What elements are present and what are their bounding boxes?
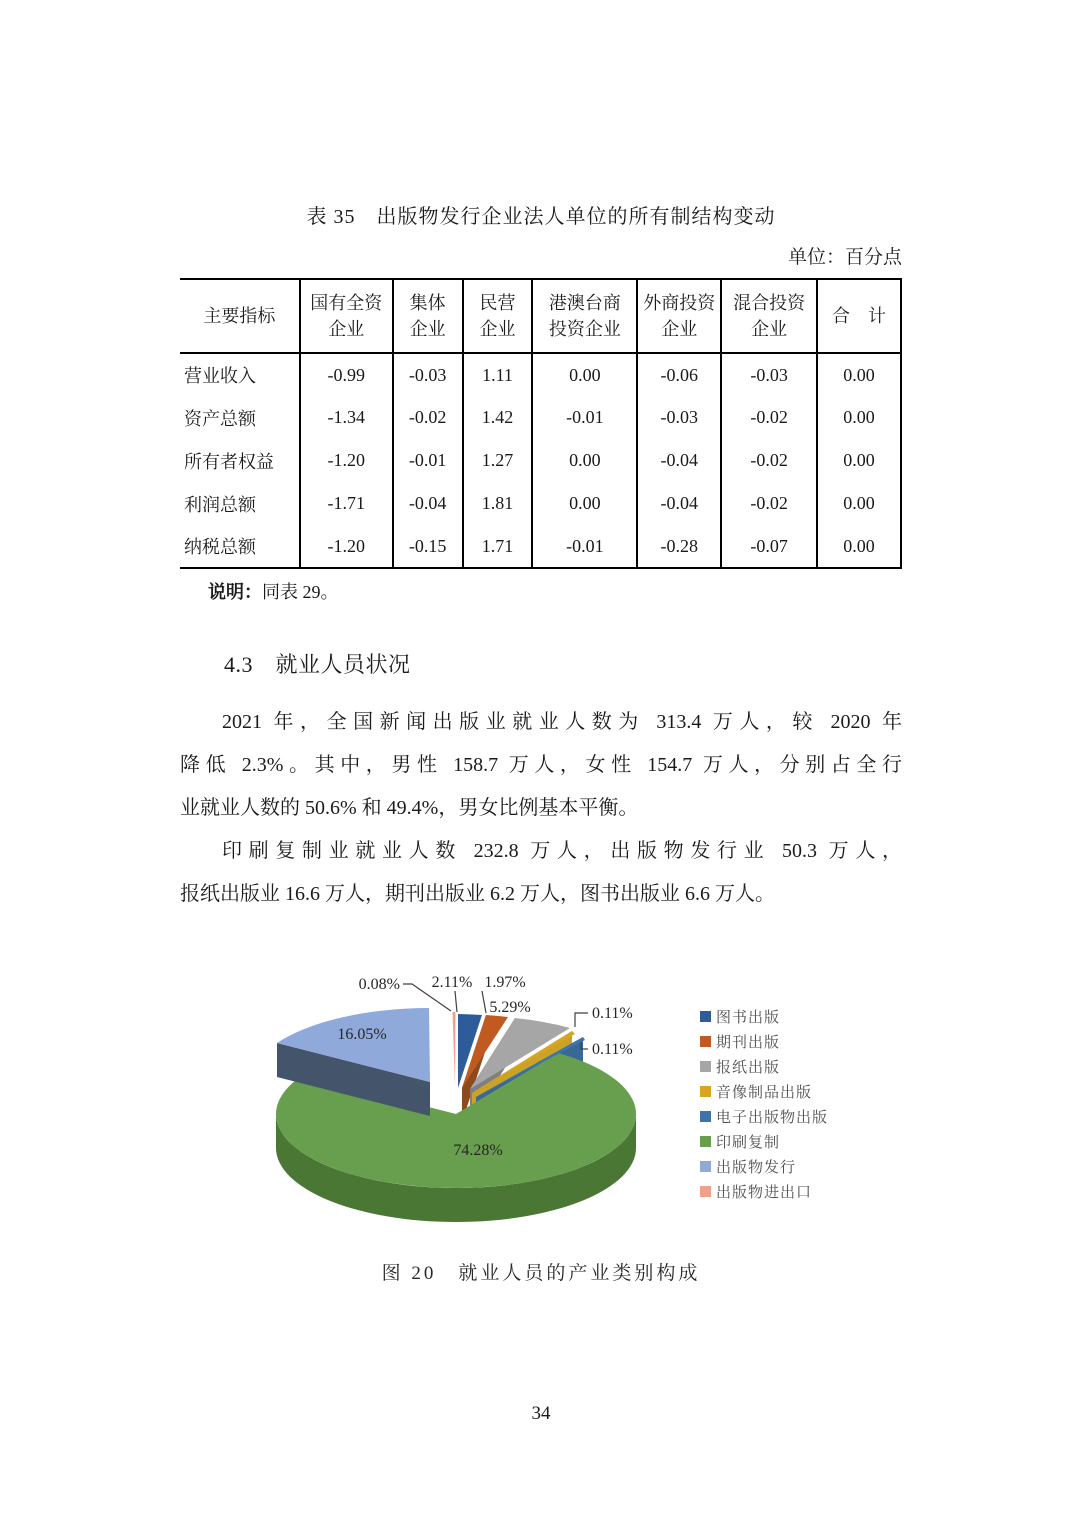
slice-label-book: 2.11% [431,974,473,991]
cell: 0.00 [532,353,637,396]
table-title: 表 35 出版物发行企业法人单位的所有制结构变动 [306,206,776,228]
table-row [180,353,901,396]
cell: 0.00 [532,439,637,482]
cell: -1.34 [300,396,393,439]
legend-swatch-icon [700,1036,711,1047]
col-header: 港澳台商 投资企业 [532,279,637,353]
cell: 1.27 [463,439,533,482]
slice-label-newspaper: 5.29% [489,999,531,1016]
col-header: 集体 企业 [393,279,463,353]
legend-item [700,1154,828,1179]
slice-label-printing: 74.28% [453,1142,503,1159]
paragraph-line: 业就业人数的 50.6% 和 49.4%，男女比例基本平衡。 [180,797,639,819]
cell: -0.03 [637,396,721,439]
cell: 0.00 [817,482,901,525]
page-number: 34 [531,1403,551,1424]
row-label: 所有者权益 [184,451,274,472]
slice-label-epub: 0.11% [592,1041,633,1058]
legend-swatch-icon [700,1186,711,1197]
legend-swatch-icon [700,1011,711,1022]
legend-label: 图书出版 [716,1010,781,1026]
paragraph-2 [180,830,902,916]
col-header: 国有全资 企业 [300,279,393,353]
cell: -0.03 [393,353,463,396]
cell: 0.00 [817,396,901,439]
unit-label: 单位：百分点 [787,247,902,268]
row-label: 资产总额 [184,408,256,429]
employment-pie-figure [260,958,950,1250]
cell: -1.20 [300,439,393,482]
leader-line-book [455,991,457,1012]
table-header-row [180,279,901,353]
cell: -0.01 [393,439,463,482]
table-row [180,525,901,568]
legend-swatch-icon [700,1061,711,1072]
cell: 0.00 [817,525,901,568]
legend-swatch-icon [700,1136,711,1147]
paragraph-line: 降低 2.3%。其中，男性 158.7 万人，女性 154.7 万人，分别占全行 [180,754,902,776]
legend-label: 出版物发行 [716,1160,797,1176]
legend-label: 音像制品出版 [716,1085,813,1101]
table-row [180,396,901,439]
slice-label-import-export: 0.08% [358,976,400,993]
cell: -0.03 [721,353,817,396]
col-header-indicator: 主要指标 [180,279,300,353]
cell: -0.02 [721,439,817,482]
cell: -0.02 [721,482,817,525]
table-row [180,482,901,525]
cell: -0.01 [532,396,637,439]
leader-line-audiovisual [575,1013,588,1027]
legend-swatch-icon [700,1161,711,1172]
cell: 1.11 [463,353,533,396]
slice-label-journal: 1.97% [484,974,526,991]
legend-swatch-icon [700,1086,711,1097]
cell: -0.06 [637,353,721,396]
row-label: 纳税总额 [184,537,256,557]
cell: 0.00 [817,439,901,482]
cell: -0.02 [393,396,463,439]
note-text: 同表 29。 [262,582,339,602]
legend-item [700,1079,828,1104]
cell: 1.81 [463,482,533,525]
cell: -0.99 [300,353,393,396]
col-header: 合 计 [817,279,901,353]
table-row [180,439,901,482]
legend-label: 电子出版物出版 [716,1110,829,1126]
legend-label: 印刷复制 [716,1135,781,1151]
section-heading: 4.3 就业人员状况 [224,652,411,677]
col-header: 混合投资 企业 [721,279,817,353]
legend-swatch-icon [700,1111,711,1122]
cell: -1.20 [300,525,393,568]
legend-item [700,1179,828,1204]
row-label: 营业收入 [184,366,256,386]
row-label: 利润总额 [184,494,256,515]
cell: -0.02 [721,396,817,439]
slice-label-audiovisual: 0.11% [592,1005,633,1022]
ownership-change-table [180,278,902,569]
cell: 1.71 [463,525,533,568]
cell: -0.15 [393,525,463,568]
pie-chart-svg [260,958,720,1250]
paragraph-line: 印刷复制业就业人数 232.8 万人，出版物发行业 50.3 万人， [222,840,902,862]
cell: -0.01 [532,525,637,568]
col-header: 外商投资 企业 [637,279,721,353]
col-header: 民营 企业 [463,279,533,353]
paragraph-line: 报纸出版业 16.6 万人，期刊出版业 6.2 万人，图书出版业 6.6 万人。 [180,883,775,905]
slice-label-distribution: 16.05% [337,1026,387,1043]
legend-item [700,1004,828,1029]
cell: -0.28 [637,525,721,568]
legend-item [700,1054,828,1079]
pie-legend [700,1004,828,1204]
paragraph-line: 2021 年，全国新闻出版业就业人数为 313.4 万人，较 2020 年 [222,711,902,733]
figure-caption: 图 20 就业人员的产业类别构成 [381,1263,701,1284]
legend-label: 报纸出版 [716,1060,781,1076]
cell: -0.04 [637,439,721,482]
cell: 0.00 [532,482,637,525]
pie-slice-import-export [453,1012,456,1086]
legend-label: 期刊出版 [716,1035,781,1051]
note-label: 说明： [208,582,262,602]
cell: -0.04 [393,482,463,525]
legend-item [700,1029,828,1054]
leader-line-journal [482,991,486,1013]
table-note [180,578,902,604]
cell: -0.04 [637,482,721,525]
cell: -0.07 [721,525,817,568]
cell: 1.42 [463,396,533,439]
legend-label: 出版物进出口 [716,1185,813,1201]
cell: 0.00 [817,353,901,396]
page-content [180,0,902,1425]
paragraph-1 [180,701,902,830]
legend-item [700,1104,828,1129]
legend-item [700,1129,828,1154]
cell: -1.71 [300,482,393,525]
